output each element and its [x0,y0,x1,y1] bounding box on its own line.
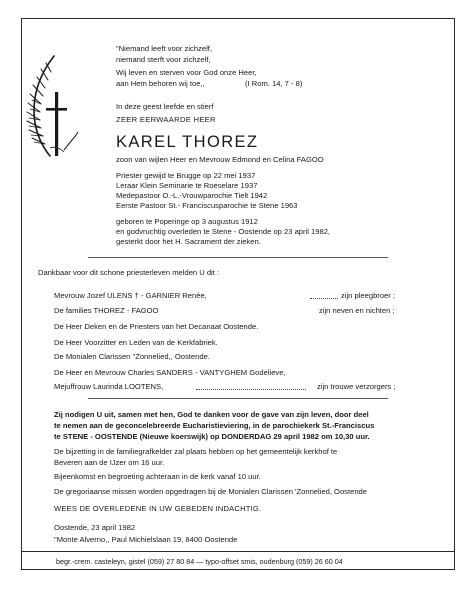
meeting-line: Bijeenkomst en begroeting achteraan in de kerk vanaf 10 uur. [54,472,261,481]
quote-line-1: "Niemand leeft voor zichzelf, [116,44,212,53]
burial-line: De bijzetting in de familiegrafkelder zal plaats hebben op het gemeentelijk kerkhof te [54,447,338,456]
leader-dots [310,298,338,299]
family-relation: zijn pleegbroer ; [341,291,396,300]
career-line: Priester gewijd te Brugge op 22 mei 1937 [116,171,256,180]
quote-line-2: niemand sterft voor zichzelf, [116,55,211,64]
career-line: Eerste Pastoor St.- Franciscusparochie te Stene 1963 [116,201,298,210]
parents-line: zoon van wijlen Heer en Mevrouw Edmond en Celina FAGOO [116,155,324,164]
life-line: gesterkt door het H. Sacrament der zieken. [116,237,261,246]
institution-line: De Heer Deken en de Priesters van het Decanaat Oostende. [54,322,259,331]
family-name: De families THOREZ - FAGOO [54,306,159,315]
intro-text: In deze geest leefde en stierf [116,102,214,111]
divider [88,398,388,399]
carer-relation: zijn trouwe verzorgers ; [317,382,396,391]
life-line: en godvruchtig overleden te Stene - Oostende op 23 april 1982, [116,227,331,236]
quote-line-4: aan Hem behoren wij toe,, [116,79,205,88]
leader-dots [196,389,306,390]
quote-reference: (I Rom. 14, 7 - 8) [245,79,303,88]
carer-name: De Heer en Mevrouw Charles SANDERS - VANTYGHEM Godelieve, [54,368,286,377]
prayer-line: WEES DE OVERLEDENE IN UW GEBEDEN INDACHTIG. [54,504,262,513]
address-date: Oostende, 23 april 1982 [54,523,136,532]
invitation-line: te nemen aan de geconcelebreerde Eucharistieviering, in de parochiekerk St.-Franciscus [54,421,375,430]
life-line: geboren te Poperinge op 3 augustus 1912 [116,217,258,226]
divider [88,257,388,258]
career-line: Medepastoor O.-L.-Vrouwparochie Tielt 1942 [116,191,268,200]
burial-line: Beveren aan de IJzer om 16 uur. [54,458,165,467]
deceased-name: KAREL THOREZ [116,133,259,151]
carer-name: Mejuffrouw Laurinda LOOTENS, [54,382,164,391]
address-line: "Monte Alverno,, Paul Michielslaan 19, 8400 Oostende [54,535,238,544]
palm-cross-icon [24,52,80,160]
invitation-line: Zij nodigen U uit, samen met hen, God te danken voor de gave van zijn leven, door deel [54,410,369,419]
masses-line: De gregoriaanse missen worden opgedragen bij de Monialen Clarissen 'Zonnelied, Oostende [54,487,367,496]
footer-divider [21,551,455,552]
family-relation: zijn neven en nichten ; [319,306,395,315]
quote-line-3: Wij leven en sterven voor God onze Heer, [116,68,257,77]
family-name: Mevrouw Jozef ULENS † - GARNIER Renée, [54,291,207,300]
thanks-line: Dankbaar voor dit schone priesterleven melden U dit : [38,268,220,277]
honorific: ZEER EERWAARDE HEER [116,115,216,124]
printer-footer: begr.-crem. casteleyn, gistel (059) 27 80 84 — typo-offset smis, oudenburg (059) 26 60 04 [56,557,343,566]
institution-line: De Heer Voorzitter en Leden van de Kerkfabriek. [54,338,218,347]
career-line: Leraar Klein Seminarie te Roeselare 1937 [116,181,258,190]
institution-line: De Monialen Clarissen "Zonnelied,, Oostende. [54,352,210,361]
invitation-line: te STENE - OOSTENDE (Nieuwe koerswijk) op DONDERDAG 29 april 1982 om 10,30 uur. [54,432,370,441]
